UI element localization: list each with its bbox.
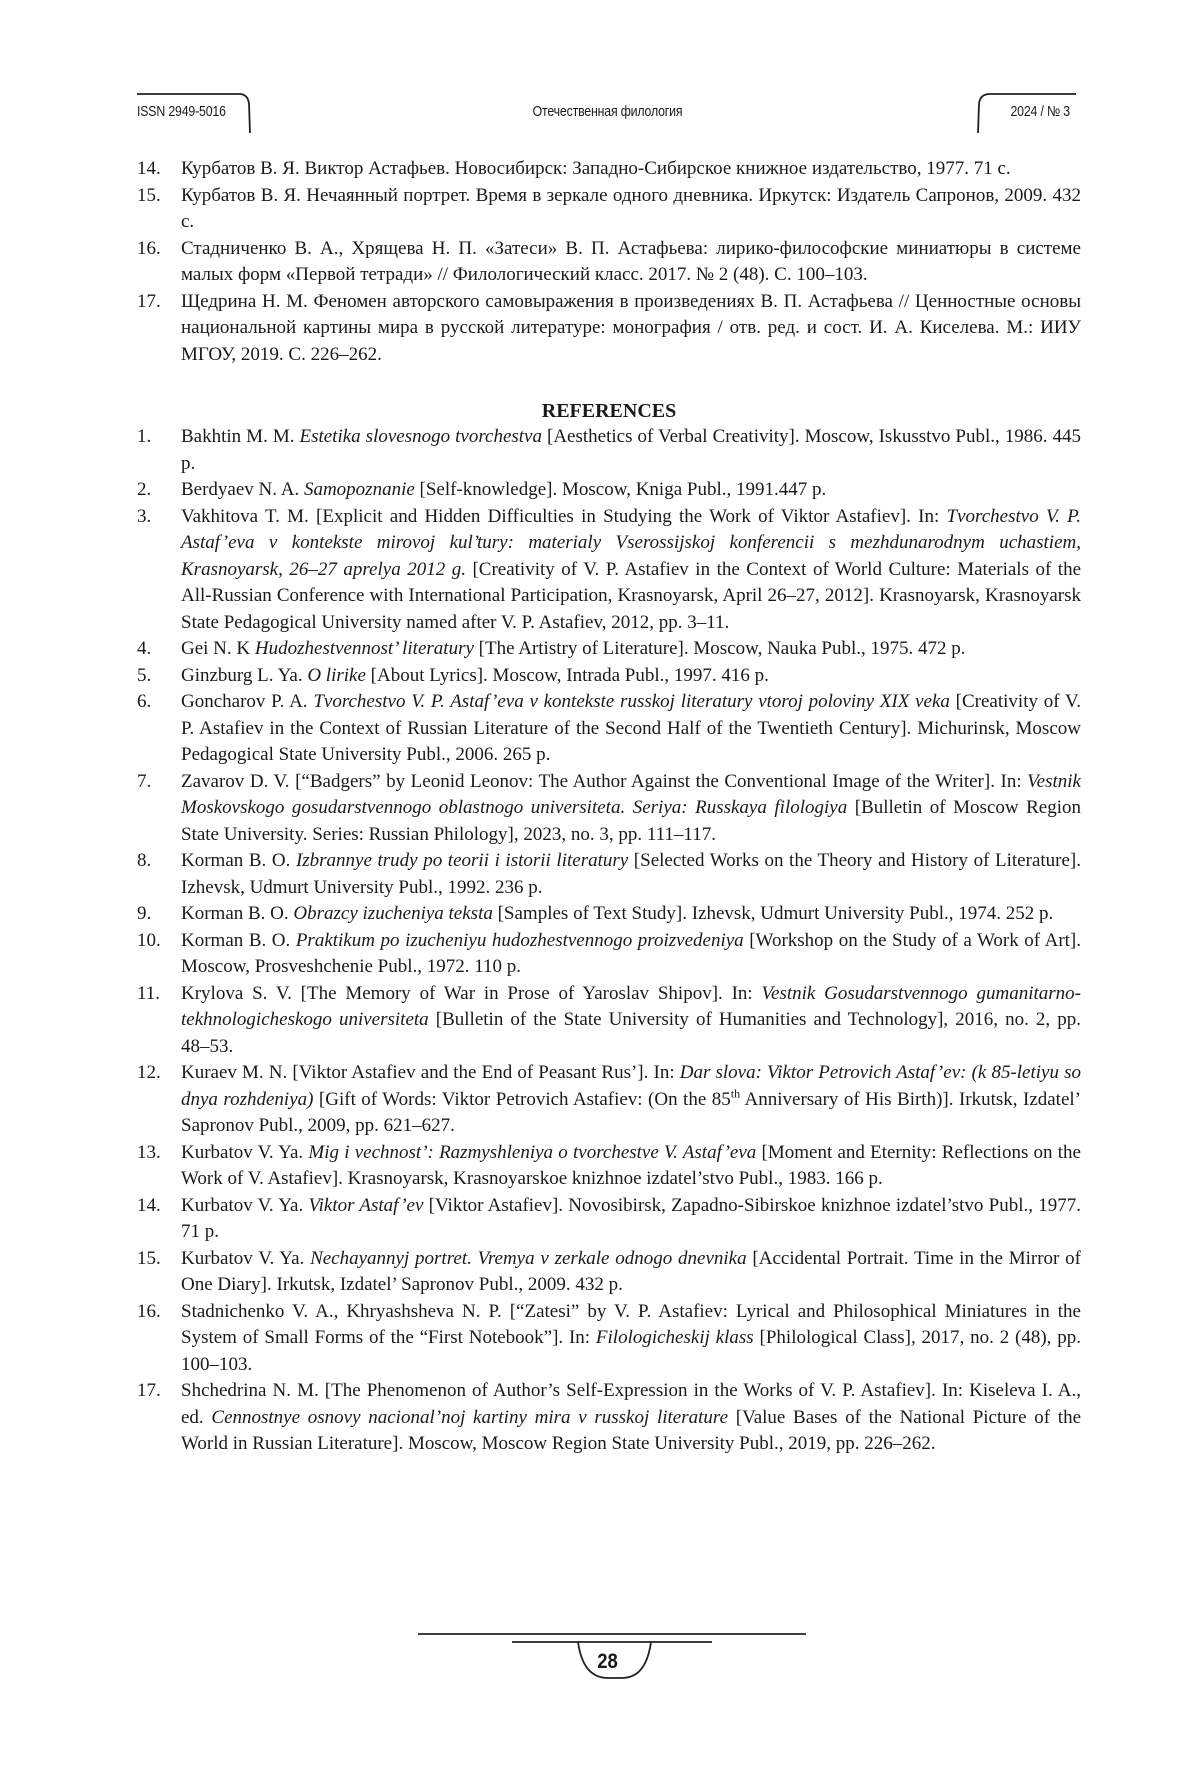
reference-text: Курбатов В. Я. Нечаянный портрет. Время в зеркале одного дневника. Иркутск: Издатель Сапронов, 2009. 432 с. (181, 184, 1081, 232)
reference-text: Stadnichenko V. A., Khryashsheva N. P. [“Zatesi” by V. P. Astafiev: Lyrical and Philosophical Miniatures in the System of Small Forms of the “First Notebook”]. In: Filologicheskij klass [Philological Class], 2017, no. 2 (48), pp. 100–103. (181, 1300, 1081, 1375)
reference-number: 15. (137, 1247, 161, 1269)
reference-text: Курбатов В. Я. Виктор Астафьев. Новосибирск: Западно-Сибирское книжное издательство, 1977. 71 с. (181, 158, 1011, 179)
reference-number: 9. (137, 903, 152, 924)
page-footer (0, 1630, 1200, 1710)
reference-text: Ginzburg L. Ya. O lirike [About Lyrics]. Moscow, Intrada Publ., 1997. 416 p. (181, 664, 769, 686)
russian-references-list (137, 156, 1081, 368)
reference-number: 12. (137, 1062, 161, 1083)
references-heading: REFERENCES (541, 400, 677, 422)
reference-text: Gei N. K Hudozhestvennost’ literatury [The Artistry of Literature]. Moscow, Nauka Publ., 1975. 472 p. (181, 638, 966, 659)
reference-item (137, 156, 1081, 183)
reference-number: 16. (137, 237, 161, 259)
reference-text: Vakhitova T. M. [Explicit and Hidden Difficulties in Studying the Work of Viktor Astafiev]. In: Tvorchestvo V. P. Astaf’eva v kontekste mirovoj kul’tury: materialy Vserossijskoj konferencii s mezhdunarodnym uchastiem, Krasnoyarsk, 26–27 aprelya 2012 g. [Creativity of V. P. Astafiev in the Context of World Culture: Materials of the All-Russian Conference with International Participation, Krasnoyarsk, April 26–27, 2012]. Krasnoyarsk, Krasnoyarsk State Pedagogical University named after V. P. Astafiev, 2012, pp. 3–11. (181, 505, 1082, 633)
reference-item (137, 1193, 1081, 1246)
issn: ISSN 2949-5016 (137, 104, 226, 120)
english-references-list (137, 424, 1081, 1458)
reference-text: Zavarov D. V. [“Badgers” by Leonid Leonov: The Author Against the Conventional Image of the Writer]. In: Vestnik Moskovskogo gosudarstvennogo oblastnogo universiteta. Seriya: Russkaya filologiya [Bulletin of Moscow Region State University. Series: Russian Philology], 2023, no. 3, pp. 111–117. (181, 770, 1081, 845)
reference-number: 4. (137, 638, 152, 659)
reference-number: 17. (137, 290, 161, 312)
reference-number: 8. (137, 850, 152, 871)
reference-text: Щедрина Н. М. Феномен авторского самовыражения в произведениях В. П. Астафьева // Ценностные основы национальной картины мира в русской литературе: монография / отв. ред. и сост. И. А. Киселева. М.: ИИУ МГОУ, 2019. С. 226–262. (181, 290, 1081, 365)
reference-text: Kurbatov V. Ya. Nechayannyj portret. Vremya v zerkale odnogo dnevnika [Accidental Portrait. Time in the Mirror of One Diary]. Irkutsk, Izdatel’ Sapronov Publ., 2009. 432 p. (181, 1247, 1081, 1295)
reference-number: 6. (137, 691, 152, 712)
reference-text: Korman B. O. Obrazcy izucheniya teksta [Samples of Text Study]. Izhevsk, Udmurt University Publ., 1974. 252 p. (181, 903, 1054, 924)
reference-item (137, 663, 1081, 690)
reference-item (137, 424, 1081, 477)
reference-number: 3. (137, 505, 152, 527)
reference-number: 10. (137, 929, 161, 951)
header-rule (0, 0, 1200, 150)
reference-number: 7. (137, 770, 152, 792)
reference-item (137, 183, 1081, 236)
page-header (0, 0, 1200, 150)
reference-number: 2. (137, 479, 152, 500)
page-content (137, 156, 1081, 1458)
reference-text: Krylova S. V. [The Memory of War in Prose of Yaroslav Shipov]. In: Vestnik Gosudarstvennogo gumanitarno-tekhnologicheskogo universiteta [Bulletin of the State University of Humanities and Technology], 2016, no. 2, pp. 48–53. (181, 982, 1081, 1057)
reference-number: 16. (137, 1300, 161, 1322)
reference-text: Korman B. O. Izbrannye trudy po teorii i istorii literatury [Selected Works on the Theory and History of Literature]. Izhevsk, Udmurt University Publ., 1992. 236 p. (181, 850, 1081, 898)
reference-text: Bakhtin M. M. Estetika slovesnogo tvorchestva [Aesthetics of Verbal Creativity]. Moscow, Iskusstvo Publ., 1986. 445 p. (181, 426, 1081, 474)
reference-text: Korman B. O. Praktikum po izucheniyu hudozhestvennogo proizvedeniya [Workshop on the Study of a Work of Art]. Moscow, Prosveshchenie Publ., 1972. 110 p. (181, 929, 1082, 977)
reference-item (137, 769, 1081, 849)
reference-text: Kurbatov V. Ya. Viktor Astaf’ev [Viktor Astafiev]. Novosibirsk, Zapadno-Sibirskoe knizhnoe izdatel’stvo Publ., 1977. 71 p. (181, 1194, 1081, 1242)
reference-item (137, 636, 1081, 663)
reference-text: Kuraev M. N. [Viktor Astafiev and the End of Peasant Rus’]. In: Dar slova: Viktor Petrovich Astaf’ev: (k 85-letiyu so dnya rozhdeniya) [Gift of Words: Viktor Petrovich Astafiev: (On the 85th Anniversary of His Birth)]. Irkutsk, Izdatel’ Sapronov Publ., 2009, pp. 621–627. (181, 1062, 1082, 1136)
reference-item (137, 1378, 1081, 1458)
reference-number: 14. (137, 1194, 161, 1216)
reference-item (137, 901, 1081, 928)
page-number: 28 (597, 1650, 618, 1673)
issue-number: 2024 / № 3 (1010, 104, 1070, 120)
reference-number: 1. (137, 426, 152, 447)
reference-number: 5. (137, 664, 152, 686)
reference-item (137, 981, 1081, 1061)
reference-item (137, 928, 1081, 981)
reference-number: 17. (137, 1380, 161, 1401)
reference-item (137, 1060, 1081, 1140)
reference-item (137, 1140, 1081, 1193)
reference-item (137, 848, 1081, 901)
reference-text: Shchedrina N. M. [The Phenomenon of Author’s Self-Expression in the Works of V. P. Astafiev]. In: Kiseleva I. A., ed. Cennostnye osnovy nacional’noj kartiny mira v russkoj literature [Value Bases of the National Picture of the World in Russian Literature]. Moscow, Moscow Region State University Publ., 2019, pp. 226–262. (181, 1380, 1081, 1454)
reference-item (137, 289, 1081, 369)
reference-text: Стадниченко В. А., Хрящева Н. П. «Затеси» В. П. Астафьева: лирико-философские миниатюры в системе малых форм «Первой тетради» // Филологический класс. 2017. № 2 (48). С. 100–103. (181, 237, 1081, 285)
reference-item (137, 1246, 1081, 1299)
reference-text: Goncharov P. A. Tvorchestvo V. P. Astaf’eva v kontekste russkoj literatury vtoroj poloviny XIX veka [Creativity of V. P. Astafiev in the Context of Russian Literature of the Second Half of the Twentieth Century]. Michurinsk, Moscow Pedagogical State University Publ., 2006. 265 p. (181, 691, 1081, 765)
reference-number: 14. (137, 158, 161, 179)
reference-number: 13. (137, 1141, 161, 1163)
reference-item (137, 689, 1081, 769)
journal-title: Отечественная филология (532, 104, 683, 120)
reference-text: Berdyaev N. A. Samopoznanie [Self-knowledge]. Moscow, Kniga Publ., 1991.447 p. (181, 479, 827, 500)
reference-item (137, 1299, 1081, 1379)
reference-number: 15. (137, 184, 161, 206)
reference-item (137, 477, 1081, 504)
reference-item (137, 236, 1081, 289)
reference-text: Kurbatov V. Ya. Mig i vechnost’: Razmyshleniya o tvorchestve V. Astaf’eva [Moment and Eternity: Reflections on the Work of V. Astafiev]. Krasnoyarsk, Krasnoyarskoe knizhnoe izdatel’stvo Publ., 1983. 166 p. (181, 1141, 1081, 1189)
reference-number: 11. (137, 982, 161, 1004)
reference-item (137, 504, 1081, 637)
